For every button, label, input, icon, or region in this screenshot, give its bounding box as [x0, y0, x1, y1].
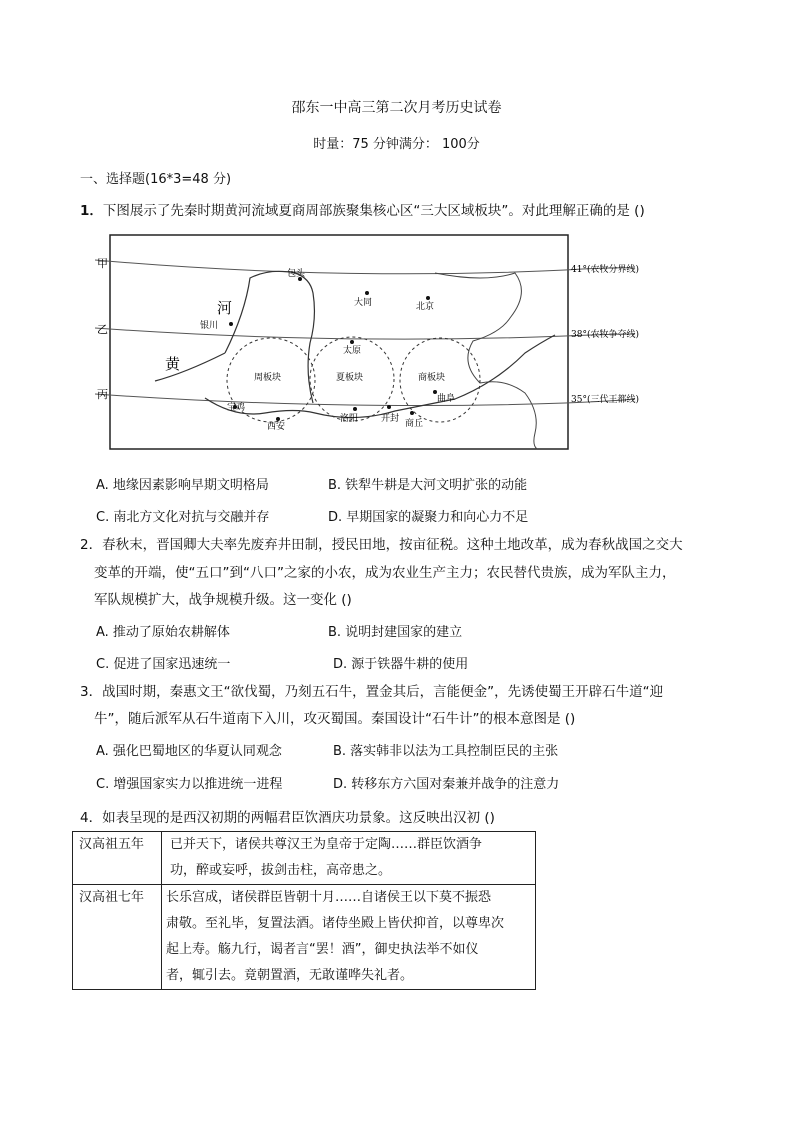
city-yinchuan: 银川	[200, 321, 219, 331]
latitude-line-41	[95, 260, 635, 274]
city-dot-beijing	[426, 296, 430, 300]
table-row	[73, 832, 536, 885]
table-cell-text	[162, 885, 536, 990]
city-dot-datong	[365, 291, 369, 295]
city-qufu: 曲阜	[437, 394, 456, 404]
table-text-line: 起上寿。觞九行，谒者言“罢！酒”，御史执法举不如仪	[166, 942, 479, 957]
question-1-option-b: B. 铁犁牛耕是大河文明扩张的动能	[328, 478, 528, 493]
table-cell-year: 汉高祖七年	[73, 885, 162, 990]
question-2-option-a: A. 推动了原始农耕解体	[96, 625, 230, 640]
question-1-number: 1．	[80, 203, 103, 219]
row-label-bing: 丙	[97, 388, 108, 401]
table-text-line: 肃敬。至礼毕，复置法酒。诸侍坐殿上皆伏抑首，以尊卑次	[166, 916, 505, 931]
city-baoji: 宝鸡	[227, 403, 246, 413]
block-shang: 商板块	[418, 373, 446, 383]
table-text-line: 长乐宫成，诸侯群臣皆朝十月……自诸侯王以下莫不振恐	[166, 890, 492, 905]
question-3-line-1: 3．战国时期，秦惠文王“欲伐蜀，乃刻五石牛，置金其后，言能便金”，先诱使蜀王开辟石牛道“迎	[80, 684, 664, 700]
coastline	[435, 273, 537, 449]
question-4-stem: 4．如表呈现的是西汉初期的两幅君臣饮酒庆功景象。这反映出汉初 ()	[80, 810, 495, 826]
city-shangqiu: 商丘	[405, 419, 424, 429]
section-heading: 一、选择题(16*3=48 分)	[80, 172, 232, 187]
question-2-line-3: 军队规模扩大，战争规模升级。这一变化 ()	[94, 592, 352, 608]
block-zhou: 周板块	[254, 373, 282, 383]
line-label-38: 38°(农牧争夺线)	[571, 330, 639, 340]
city-beijing: 北京	[416, 302, 435, 312]
question-2-line-2: 变革的开端，使“五口”到“八口”之家的小农，成为农业生产主力；农民替代贵族，成为军队主力，	[94, 565, 676, 581]
row-label-jia: 甲	[97, 257, 108, 270]
map-figure	[95, 233, 695, 451]
city-dot-yinchuan	[229, 322, 233, 326]
city-kaifeng: 开封	[381, 414, 400, 424]
table-text-line: 者，辄引去。竟朝置酒，无敢谨哗失礼者。	[166, 968, 414, 983]
question-1-option-d: D. 早期国家的凝聚力和向心力不足	[328, 510, 529, 525]
river-char-huang: 黄	[165, 355, 181, 373]
city-dot-luoyang	[353, 407, 357, 411]
line-label-35: 35°(三代王都线)	[571, 395, 639, 405]
question-3-option-c: C. 增强国家实力以推进统一进程	[96, 777, 283, 792]
question-1-stem	[80, 199, 645, 219]
city-luoyang: 洛阳	[340, 414, 359, 424]
question-3-option-a: A. 强化巴蜀地区的华夏认同观念	[96, 744, 282, 759]
table-text-line: 已并天下，诸侯共尊汉王为皇帝于定陶……群臣饮酒争	[170, 837, 483, 852]
question-3-line-2: 牛”，随后派军从石牛道南下入川，攻灭蜀国。秦国设计“石牛计”的根本意图是 ()	[94, 711, 576, 727]
question-3-option-d: D. 转移东方六国对秦兼并战争的注意力	[333, 777, 560, 792]
line-label-41: 41°(农牧分界线)	[571, 265, 639, 275]
city-datong: 大同	[354, 298, 373, 308]
question-4-table	[72, 831, 536, 990]
river-char-he: 河	[217, 299, 233, 317]
exam-time-score: 时量：75 分钟满分： 100分	[313, 137, 480, 152]
city-taiyuan: 太原	[343, 346, 362, 356]
page-title: 邵东一中高三第二次月考历史试卷	[291, 100, 502, 116]
city-dot-shangqiu	[410, 411, 414, 415]
question-1-option-c: C. 南北方文化对抗与交融并存	[96, 510, 270, 525]
question-2-option-b: B. 说明封建国家的建立	[328, 625, 463, 640]
question-2-option-d: D. 源于铁器牛耕的使用	[333, 657, 469, 672]
block-xia: 夏板块	[336, 373, 364, 383]
row-label-yi: 乙	[97, 323, 108, 336]
city-dot-xian	[276, 417, 280, 421]
city-dot-taiyuan	[350, 340, 354, 344]
city-xian: 西安	[267, 422, 286, 432]
question-2-line-1: 2．春秋末，晋国卿大夫率先废弃井田制，授民田地，按亩征税。这种土地改革，成为春秋战国之交大	[80, 537, 683, 553]
city-dot-kaifeng	[387, 405, 391, 409]
question-3-option-b: B. 落实韩非以法为工具控制臣民的主张	[333, 744, 559, 759]
latitude-line-38	[95, 328, 635, 339]
table-row	[73, 885, 536, 990]
table-text-line: 功，醉或妄呼，拔剑击柱，高帝患之。	[170, 863, 392, 878]
question-1-text: 下图展示了先秦时期黄河流域夏商周部族聚集核心区“三大区域板块”。对此理解正确的是 ()	[102, 203, 645, 219]
question-1-option-a: A. 地缘因素影响早期文明格局	[96, 478, 269, 493]
table-cell-year: 汉高祖五年	[73, 832, 162, 885]
city-baotou: 包头	[287, 269, 306, 279]
latitude-line-35	[95, 394, 635, 406]
question-2-option-c: C. 促进了国家迅速统一	[96, 657, 231, 672]
table-cell-text	[162, 832, 536, 885]
